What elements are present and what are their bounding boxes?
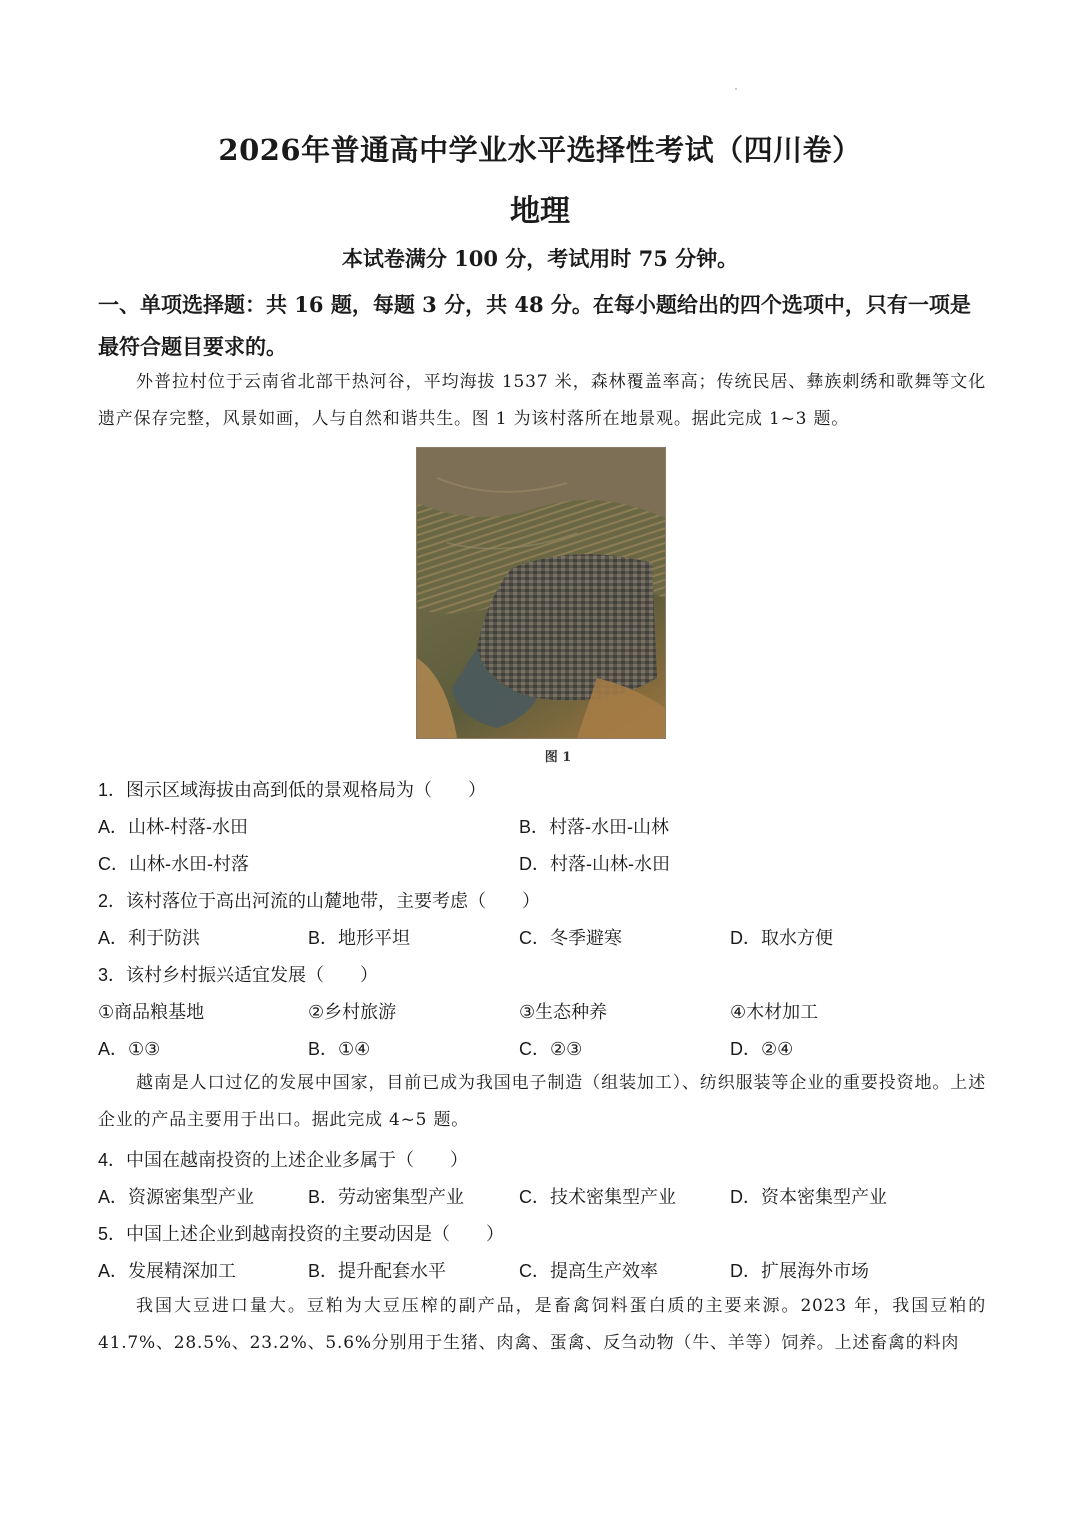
q3-option-c: C．②③ [519,1039,583,1059]
passage-1: 外普拉村位于云南省北部干热河谷，平均海拔 1537 米，森林覆盖率高；传统民居、彝族刺绣和歌舞等文化遗产保存完整，风景如画，人与自然和谐共生。图 1 为该村落所在地景观。据此完成 1~3 题。 [98,372,986,429]
question-2-stem: 2．该村落位于高出河流的山麓地带，主要考虑（ ） [98,891,541,911]
q3-option-d: D．②④ [730,1039,794,1059]
figure-1-landscape-photo [416,447,666,739]
question-5-stem: 5．中国上述企业到越南投资的主要动因是（ ） [98,1224,505,1244]
q1-option-a: A．山林-村落-水田 [98,817,248,837]
q2-option-a: A．利于防洪 [98,928,201,948]
subject-title: 地理 [510,194,570,229]
q2-option-b: B．地形平坦 [308,928,411,948]
q5-option-d: D．扩展海外市场 [730,1261,869,1281]
q5-option-b: B．提升配套水平 [308,1261,447,1281]
question-4-stem: 4．中国在越南投资的上述企业多属于（ ） [98,1150,469,1170]
section-heading: 一、单项选择题：共 16 题，每题 3 分，共 48 分。在每小题给出的四个选项中，只有一项是最符合题目要求的。 [98,292,971,359]
figure-1-caption: 图 1 [544,750,572,765]
passage-3: 我国大豆进口量大。豆粕为大豆压榨的副产品，是畜禽饲料蛋白质的主要来源。2023 年，我国豆粕的 41.7%、28.5%、23.2%、5.6%分别用于生猪、肉禽、蛋禽、反刍动物（牛、羊等）饲养。上述畜禽的料肉 [98,1296,986,1353]
exam-title: 2026年普通高中学业水平选择性考试（四川卷） [218,133,862,167]
q2-option-d: D．取水方便 [730,928,833,948]
q4-option-a: A．资源密集型产业 [98,1187,255,1207]
q4-option-b: B．劳动密集型产业 [308,1187,465,1207]
passage-2: 越南是人口过亿的发展中国家，目前已成为我国电子制造（组装加工）、纺织服装等企业的重要投资地。上述企业的产品主要用于出口。据此完成 4~5 题。 [98,1073,986,1130]
q1-option-b: B．村落-水田-山林 [519,817,669,837]
q3-item-3: ③生态种养 [519,1002,608,1022]
q4-option-d: D．资本密集型产业 [730,1187,887,1207]
q5-option-a: A．发展精深加工 [98,1261,237,1281]
exam-note: 本试卷满分 100 分，考试用时 75 分钟。 [341,246,739,271]
q2-option-c: C．冬季避寒 [519,928,622,948]
q1-option-d: D．村落-山林-水田 [519,854,670,874]
q1-option-c: C．山林-水田-村落 [98,854,249,874]
question-1-stem: 1．图示区域海拔由高到低的景观格局为（ ） [98,780,487,800]
q3-item-1: ①商品粮基地 [98,1002,205,1022]
q3-item-2: ②乡村旅游 [308,1002,397,1022]
q3-option-b: B．①④ [308,1039,371,1059]
q3-option-a: A．①③ [98,1039,161,1059]
scan-speck [735,88,737,90]
q5-option-c: C．提高生产效率 [519,1261,658,1281]
terraced-village-image [417,448,665,738]
q4-option-c: C．技术密集型产业 [519,1187,676,1207]
q3-item-4: ④木材加工 [730,1002,819,1022]
question-3-stem: 3．该村乡村振兴适宜发展（ ） [98,965,379,985]
